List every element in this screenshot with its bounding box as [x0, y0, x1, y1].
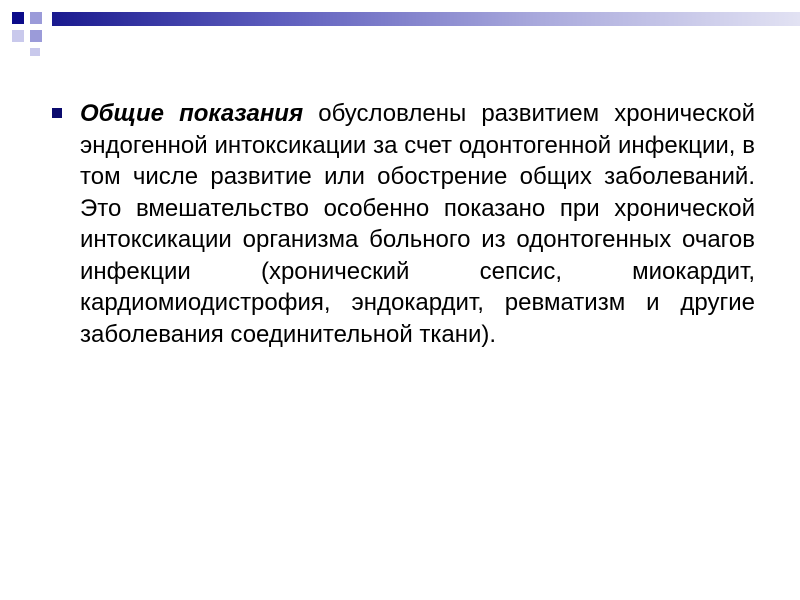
bullet-term: Общие показания	[80, 100, 304, 127]
deco-square-mid	[30, 30, 42, 42]
deco-square-mid	[30, 12, 42, 24]
deco-square-light	[30, 48, 40, 56]
bullet-text	[80, 98, 755, 350]
header-decoration	[0, 0, 800, 60]
deco-square-light	[12, 30, 24, 42]
square-bullet-icon	[52, 108, 62, 118]
bullet-item	[50, 98, 755, 350]
header-gradient-bar	[52, 12, 800, 26]
slide-content	[50, 98, 755, 350]
deco-square-dark	[12, 12, 24, 24]
bullet-body: обусловлены развитием хронической эндогенной интоксикации за счет одонтогенной инфекции, в том числе развитие или обострение общих заболеваний. Это вмешательство особенно показано при хронической интоксикации организма больного из одонтогенных очагов инфекции (хронический сепсис, миокардит, кардиомиодистрофия, эндокардит, ревматизм и другие заболевания соединительной ткани).	[80, 100, 755, 348]
